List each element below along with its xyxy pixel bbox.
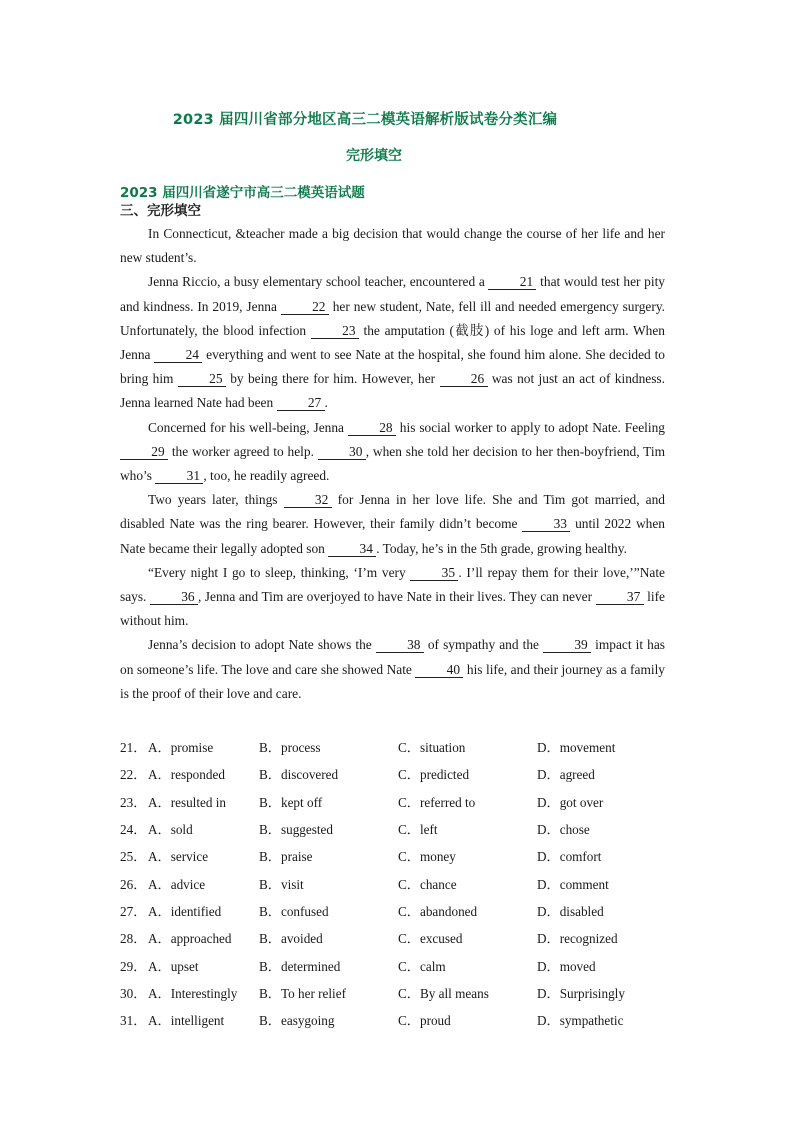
blank-37: 37 xyxy=(596,589,644,605)
option-d: D．comfort xyxy=(537,849,602,865)
option-a: A．advice xyxy=(148,876,206,892)
option-b: B．visit xyxy=(259,876,304,892)
option-c: C．situation xyxy=(398,740,466,756)
option-b: B．suggested xyxy=(259,822,333,838)
text-span: Two years later, things xyxy=(148,492,284,508)
question-row-27 xyxy=(120,897,680,924)
text-span: Jenna Riccio, a busy elementary school teacher, encountered a xyxy=(148,274,489,290)
text-span: the worker agreed to help. xyxy=(168,443,318,459)
question-number: 21． xyxy=(120,740,147,756)
option-d: D．movement xyxy=(537,740,616,756)
blank-23: 23 xyxy=(311,323,359,339)
option-a: A．responded xyxy=(148,767,225,783)
question-row-31 xyxy=(120,1006,680,1033)
question-row-29 xyxy=(120,951,680,978)
blank-25: 25 xyxy=(178,371,226,387)
option-b: B．confused xyxy=(259,903,329,919)
blank-31: 31 xyxy=(155,468,203,484)
text-span: Concerned for his well-being, Jenna xyxy=(148,419,348,435)
question-number: 23． xyxy=(120,794,147,810)
question-row-30 xyxy=(120,979,680,1006)
blank-32: 32 xyxy=(284,492,332,508)
paragraph-6 xyxy=(120,633,665,706)
answer-options xyxy=(120,733,680,1033)
option-c: C．left xyxy=(398,822,438,838)
question-number: 22． xyxy=(120,767,147,783)
paragraph-3 xyxy=(120,416,665,489)
document-subtitle: 完形填空 xyxy=(346,148,402,164)
question-row-26 xyxy=(120,869,680,896)
question-row-24 xyxy=(120,815,680,842)
blank-34: 34 xyxy=(328,541,376,557)
blank-40: 40 xyxy=(415,662,463,678)
option-a: A．promise xyxy=(148,740,214,756)
option-d: D．agreed xyxy=(537,767,595,783)
text-span: of sympathy and the xyxy=(423,637,544,653)
blank-22: 22 xyxy=(281,299,329,315)
text-span: his social worker to apply to adopt Nate. Feeling xyxy=(395,419,665,435)
blank-36: 36 xyxy=(150,589,198,605)
option-b: B．process xyxy=(259,740,321,756)
blank-38: 38 xyxy=(376,637,424,653)
blank-26: 26 xyxy=(440,371,488,387)
text-span: , Jenna and Tim are overjoyed to have Nate in their lives. They can never xyxy=(197,589,596,605)
question-number: 25． xyxy=(120,849,147,865)
text-span: her new student, Nate, fell ill and needed emergency surgery. Unfortunately, the blood infection xyxy=(120,298,665,338)
question-number: 24． xyxy=(120,822,147,838)
text-span: for Jenna in her love life. She and Tim got married, and disabled Nate was the ring bearer. However, their family didn’t become xyxy=(120,492,665,532)
paragraph-4 xyxy=(120,488,665,561)
text-span: “Every night I go to sleep, thinking, ‘I’m very xyxy=(148,564,411,580)
text-span: was not just an act of kindness. Jenna learned Nate had been xyxy=(120,371,665,411)
text-span: . I’ll repay them for their love,’”Nate says. xyxy=(120,564,665,605)
question-number: 28． xyxy=(120,931,147,947)
paragraph-5 xyxy=(120,561,665,634)
option-b: B．praise xyxy=(259,849,313,865)
text-span: , too, he readily agreed. xyxy=(203,468,330,484)
option-d: D．recognized xyxy=(537,931,618,947)
blank-30: 30 xyxy=(318,444,366,460)
option-d: D．sympathetic xyxy=(537,1013,624,1029)
option-a: A．upset xyxy=(148,958,199,974)
option-d: D．disabled xyxy=(537,903,604,919)
text-span: . Today, he’s in the 5th grade, growing healthy. xyxy=(376,540,627,556)
option-a: A．sold xyxy=(148,822,193,838)
question-row-22 xyxy=(120,760,680,787)
option-c: C．money xyxy=(398,849,456,865)
cloze-passage xyxy=(120,222,665,706)
blank-28: 28 xyxy=(348,420,396,436)
text-span: the amputation (截肢) of his loge and left arm. When Jenna xyxy=(120,322,665,363)
option-b: B．easygoing xyxy=(259,1013,335,1029)
blank-24: 24 xyxy=(154,347,202,363)
text-span: Jenna’s decision to adopt Nate shows the xyxy=(148,637,376,653)
blank-33: 33 xyxy=(522,516,570,532)
text-span: by being there for him. However, her xyxy=(225,371,440,387)
blank-27: 27 xyxy=(277,395,325,411)
document-title: 2023 届四川省部分地区高三二模英语解析版试卷分类汇编 xyxy=(172,112,558,128)
option-d: D．chose xyxy=(537,822,590,838)
option-b: B．To her relief xyxy=(259,985,346,1001)
option-b: B．avoided xyxy=(259,931,323,947)
option-c: C．calm xyxy=(398,958,446,974)
text-span: . xyxy=(324,395,328,411)
question-number: 31． xyxy=(120,1013,147,1029)
question-number: 27． xyxy=(120,903,147,919)
option-d: D．Surprisingly xyxy=(537,985,625,1001)
text-span: , when she told her decision to her then-boyfriend, Tim who’s xyxy=(120,443,665,484)
text-span: everything and went to see Nate at the hospital, she found him alone. She decided to bring him xyxy=(120,347,665,387)
question-row-23 xyxy=(120,788,680,815)
option-c: C．predicted xyxy=(398,767,470,783)
text-span: life without him. xyxy=(120,589,665,629)
option-a: A．Interestingly xyxy=(148,985,238,1001)
option-d: D．moved xyxy=(537,958,596,974)
question-number: 26． xyxy=(120,876,147,892)
question-number: 29． xyxy=(120,958,147,974)
question-row-21 xyxy=(120,733,680,760)
blank-35: 35 xyxy=(410,565,458,581)
option-c: C．By all means xyxy=(398,985,489,1001)
option-c: C．excused xyxy=(398,931,463,947)
text-span: impact it has on someone’s life. The love and care she showed Nate xyxy=(120,637,665,677)
option-a: A．resulted in xyxy=(148,794,227,810)
option-b: B．determined xyxy=(259,958,341,974)
blank-29: 29 xyxy=(120,444,168,460)
blank-39: 39 xyxy=(543,637,591,653)
option-a: A．approached xyxy=(148,931,232,947)
option-b: B．kept off xyxy=(259,794,323,810)
blank-21: 21 xyxy=(488,274,536,290)
option-a: A．identified xyxy=(148,903,222,919)
section-title: 2023 届四川省遂宁市高三二模英语试题 xyxy=(120,185,365,201)
option-c: C．chance xyxy=(398,876,457,892)
paragraph-1: In Connecticut, &teacher made a big decision that would change the course of her life and her new student’s. xyxy=(120,226,665,266)
question-row-25 xyxy=(120,842,680,869)
question-row-28 xyxy=(120,924,680,951)
question-number: 30． xyxy=(120,985,147,1001)
option-d: D．got over xyxy=(537,794,604,810)
paragraph-2 xyxy=(120,270,665,415)
option-c: C．proud xyxy=(398,1013,451,1029)
option-d: D．comment xyxy=(537,876,609,892)
text-span: his life, and their journey as a family is the proof of their love and care. xyxy=(120,661,665,701)
option-a: A．intelligent xyxy=(148,1013,225,1029)
option-c: C．referred to xyxy=(398,794,476,810)
option-c: C．abandoned xyxy=(398,903,478,919)
text-span: until 2022 when Nate became their legally adopted son xyxy=(120,516,665,556)
option-b: B．discovered xyxy=(259,767,339,783)
part-label: 三、完形填空 xyxy=(120,203,201,219)
text-span: that would test her pity and kindness. In 2019, Jenna xyxy=(120,274,665,314)
option-a: A．service xyxy=(148,849,209,865)
